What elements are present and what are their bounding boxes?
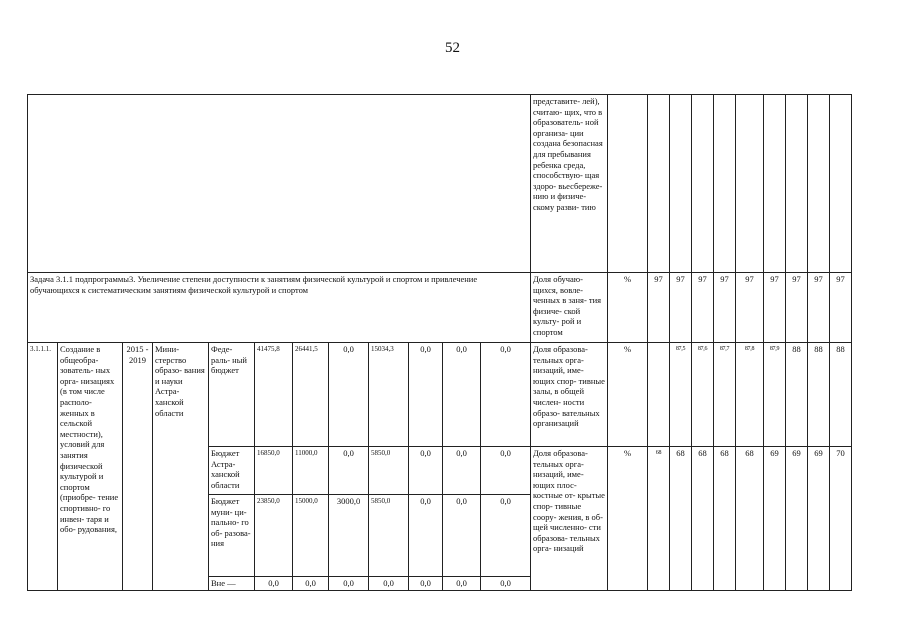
value-cell bbox=[670, 95, 692, 273]
indicator-value: 68 bbox=[670, 447, 692, 591]
indicator-value: 88 bbox=[808, 343, 830, 447]
funding-2017: 5850,0 bbox=[369, 495, 409, 577]
value-cell bbox=[764, 95, 786, 273]
task-row bbox=[28, 273, 852, 343]
funding-2016: 3000,0 bbox=[329, 495, 369, 577]
funding-2015: 11000,0 bbox=[293, 447, 329, 495]
task-value: 97 bbox=[648, 273, 670, 343]
indicator-value: 68 bbox=[714, 447, 736, 591]
funding-2018: 0,0 bbox=[409, 447, 443, 495]
indicator-value: 69 bbox=[764, 447, 786, 591]
page-number: 52 bbox=[445, 40, 460, 56]
indicator-unit: % bbox=[608, 343, 648, 447]
funding-2018: 0,0 bbox=[409, 577, 443, 591]
funding-2015: 26441,5 bbox=[293, 343, 329, 447]
indicator-value: 69 bbox=[786, 447, 808, 591]
measure-executor: Мини- стерство образо- вания и науки Астра- ханской области bbox=[153, 343, 209, 591]
funding-source: Вне — bbox=[209, 577, 255, 591]
funding-2017: 5850,0 bbox=[369, 447, 409, 495]
value-cell bbox=[786, 95, 808, 273]
task-description: Задача 3.1.1 подпрограммы3. Увеличение степени доступности к занятиям физической культурой и спортом и привлечение обучающихся к систематическим занятиям физической культурой и спортом bbox=[28, 273, 531, 343]
task-value: 97 bbox=[830, 273, 852, 343]
task-unit: % bbox=[608, 273, 648, 343]
indicator-value: 87,9 bbox=[764, 343, 786, 447]
unit-cell bbox=[608, 95, 648, 273]
funding-2020: 0,0 bbox=[481, 447, 531, 495]
funding-2018: 0,0 bbox=[409, 343, 443, 447]
indicator-value: 88 bbox=[786, 343, 808, 447]
funding-2017: 15034,3 bbox=[369, 343, 409, 447]
indicator-outdoor-facilities: Доля образова- тельных орга- низаций, име- ющих плос- костные от- крытые спор- тивные соору- жения, в об- щей численно- сти образова- тельных орга- низаций bbox=[531, 447, 608, 591]
measure-name: Создание в общеобра- зователь- ных орга- низациях (в том числе располо- женных в сельской местности), условий для занятия физической культурой и спортом (приобре- тение спортивно- го инвен- таря и обо- рудования, bbox=[58, 343, 123, 591]
funding-total: 16850,0 bbox=[255, 447, 293, 495]
funding-source: Бюджет муни- ци- пально- го об- разова- ния bbox=[209, 495, 255, 577]
funding-total: 41475,8 bbox=[255, 343, 293, 447]
funding-2020: 0,0 bbox=[481, 495, 531, 577]
value-cell bbox=[808, 95, 830, 273]
indicator-sports-halls: Доля образова- тельных орга- низаций, име- ющих спор- тивные залы, в общей числен- ности образо- вательных организаций bbox=[531, 343, 608, 447]
value-cell bbox=[736, 95, 764, 273]
value-cell bbox=[692, 95, 714, 273]
task-value: 97 bbox=[714, 273, 736, 343]
indicator-value: 68 bbox=[692, 447, 714, 591]
indicator-value: 87,7 bbox=[714, 343, 736, 447]
task-value: 97 bbox=[670, 273, 692, 343]
indicator-value: 87,8 bbox=[736, 343, 764, 447]
funding-total: 23850,0 bbox=[255, 495, 293, 577]
indicator-value: 68 bbox=[736, 447, 764, 591]
funding-2020: 0,0 bbox=[481, 343, 531, 447]
measure-period: 2015 - 2019 bbox=[123, 343, 153, 591]
task-value: 97 bbox=[736, 273, 764, 343]
task-value: 97 bbox=[764, 273, 786, 343]
indicator-value: 68 bbox=[648, 447, 670, 591]
funding-2016: 0,0 bbox=[329, 447, 369, 495]
value-cell bbox=[648, 95, 670, 273]
task-value: 97 bbox=[808, 273, 830, 343]
indicator-value: 88 bbox=[830, 343, 852, 447]
task-value: 97 bbox=[692, 273, 714, 343]
indicator-cell: представите- лей), считаю- щих, что в образователь- ной организа- ции создана безопасная для пребывания ребенка среда, способствую- щая здоро- вьесбереже- нию и физиче- скому разви- тию bbox=[531, 95, 608, 273]
funding-2016: 0,0 bbox=[329, 577, 369, 591]
funding-2019: 0,0 bbox=[443, 343, 481, 447]
funding-2019: 0,0 bbox=[443, 495, 481, 577]
indicator-unit: % bbox=[608, 447, 648, 591]
funding-2019: 0,0 bbox=[443, 577, 481, 591]
value-cell bbox=[830, 95, 852, 273]
indicator-value: 69 bbox=[808, 447, 830, 591]
funding-2016: 0,0 bbox=[329, 343, 369, 447]
empty-left-block bbox=[28, 95, 531, 273]
funding-2018: 0,0 bbox=[409, 495, 443, 577]
funding-2019: 0,0 bbox=[443, 447, 481, 495]
funding-2015: 0,0 bbox=[293, 577, 329, 591]
funding-2020: 0,0 bbox=[481, 577, 531, 591]
measure-row-federal bbox=[28, 343, 852, 447]
measure-number: 3.1.1.1. bbox=[28, 343, 58, 591]
continuation-row bbox=[28, 95, 852, 273]
task-value: 97 bbox=[786, 273, 808, 343]
indicator-value-empty bbox=[648, 343, 670, 447]
funding-2017: 0,0 bbox=[369, 577, 409, 591]
indicator-value: 87,5 bbox=[670, 343, 692, 447]
program-table bbox=[27, 94, 852, 591]
indicator-value: 87,6 bbox=[692, 343, 714, 447]
funding-total: 0,0 bbox=[255, 577, 293, 591]
task-indicator: Доля обучаю- щихся, вовле- ченных в заня- тия физиче- ской культу- рой и спортом bbox=[531, 273, 608, 343]
funding-source: Феде- раль- ный бюджет bbox=[209, 343, 255, 447]
funding-2015: 15000,0 bbox=[293, 495, 329, 577]
funding-source: Бюджет Астра- ханской области bbox=[209, 447, 255, 495]
indicator-value: 70 bbox=[830, 447, 852, 591]
value-cell bbox=[714, 95, 736, 273]
